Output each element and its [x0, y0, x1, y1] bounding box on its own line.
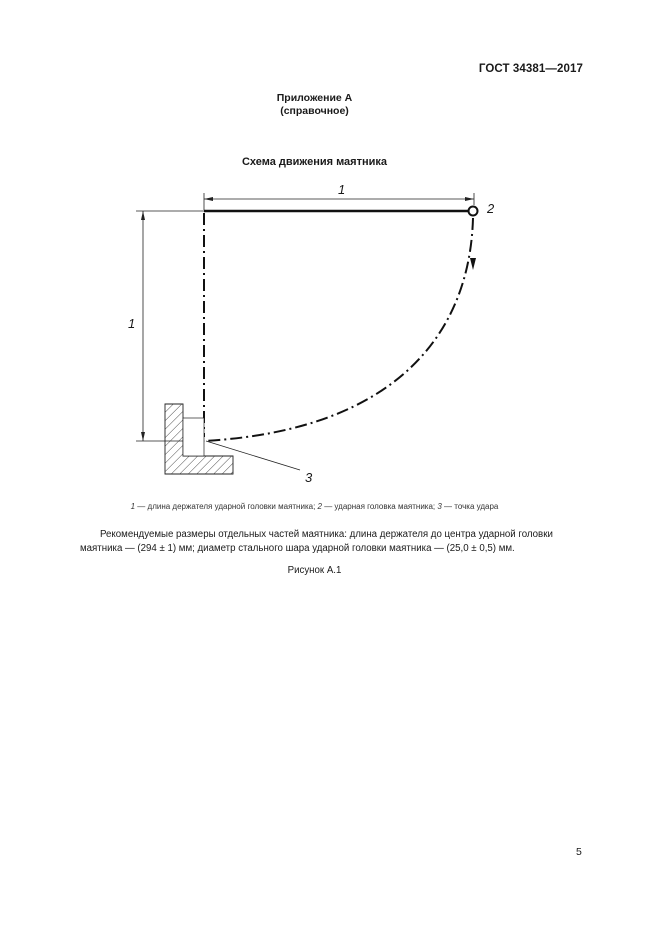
figure-caption: Рисунок А.1	[287, 565, 342, 576]
top-arrow-right	[465, 197, 474, 201]
legend-3-text: — точка удара	[441, 502, 499, 511]
specimen	[183, 418, 204, 456]
legend-2-num: 2	[317, 502, 322, 511]
standard-number: ГОСТ 34381—2017	[478, 63, 583, 75]
left-arrow-bottom	[141, 432, 145, 441]
figure-legend	[0, 502, 629, 511]
striking-head	[469, 207, 478, 216]
legend-1-text: — длина держателя ударной головки маятника;	[135, 502, 318, 511]
top-arrow-left	[204, 197, 213, 201]
left-arrow-top	[141, 211, 145, 220]
label-3: 3	[305, 470, 313, 485]
page-number: 5	[576, 846, 582, 858]
swing-trajectory	[204, 218, 473, 441]
appendix-subtitle: (справочное)	[280, 105, 349, 117]
legend-2-text: — ударная головка маятника;	[321, 502, 438, 511]
label-1-left: 1	[128, 316, 136, 331]
label-1-top: 1	[338, 182, 346, 197]
figure-title: Схема движения маятника	[241, 156, 388, 168]
legend-1-num: 1	[130, 502, 136, 511]
recommendation-paragraph: Рекомендуемые размеры отдельных частей маятника: длина держателя до центра ударной головки маятника — (294 ± 1) мм; диаметр стального шара ударной головки маятника — (25,0 ± 0,5) мм.	[80, 529, 553, 554]
legend-3-num: 3	[437, 502, 442, 511]
appendix-title: Приложение А	[276, 92, 353, 104]
label-2: 2	[487, 201, 495, 216]
swing-direction-arrow	[470, 258, 476, 270]
